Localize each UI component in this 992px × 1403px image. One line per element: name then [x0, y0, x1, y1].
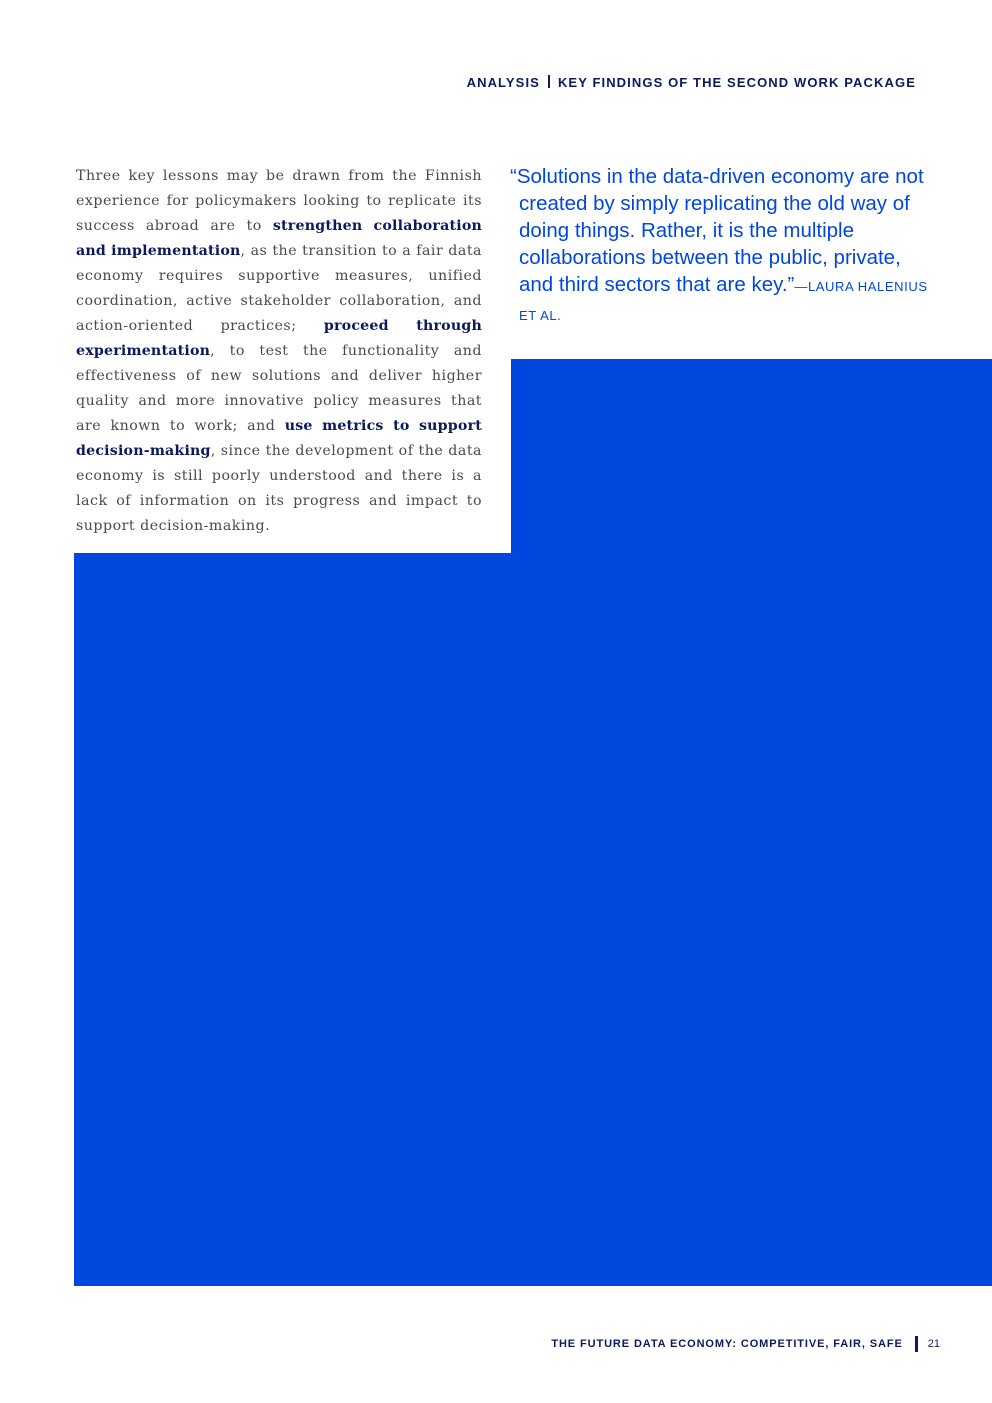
- quote-text: “Solutions in the data-driven economy are not created by simply replicating the old way of doing things. Rather, it is the multiple collaborations between the public, private, and third sectors that are key.”: [510, 165, 924, 296]
- body-text-2: , as the transition to a fair data economy requires supportive measures, unified coordination, active stakeholder collaboration, and action-oriented practices;: [76, 243, 482, 334]
- pull-quote: [510, 163, 939, 329]
- running-header: [467, 75, 916, 90]
- header-section: ANALYSIS: [466, 75, 540, 90]
- body-text-3: , to test the functionality and effectiveness of new solutions and deliver higher quality and more innovative policy measures that are known to work; and: [76, 343, 482, 434]
- header-subsection: KEY FINDINGS OF THE SECOND WORK PACKAGE: [557, 75, 916, 90]
- body-paragraph: [76, 164, 482, 539]
- footer-divider: [915, 1336, 918, 1352]
- lesson-metrics: use metrics to support decision-making: [76, 418, 482, 459]
- quote-attribution: —LAURA HALENIUS ET AL.: [519, 279, 928, 323]
- blue-panel-main: [74, 553, 992, 1286]
- lesson-collaboration: strengthen collaboration and implementation: [76, 218, 482, 259]
- lesson-experimentation: proceed through experimentation: [76, 318, 482, 359]
- running-footer: [551, 1336, 940, 1352]
- body-text-1: Three key lessons may be drawn from the Finnish experience for policymakers looking to replicate its success abroad are to: [76, 168, 482, 234]
- body-text-4: , since the development of the data economy is still poorly understood and there is a lack of information on its progress and impact to support decision-making.: [76, 443, 482, 534]
- footer-title: THE FUTURE DATA ECONOMY: COMPETITIVE, FAIR, SAFE: [551, 1338, 903, 1350]
- blue-panel-top: [511, 359, 992, 553]
- header-divider: [548, 75, 550, 88]
- page-number: 21: [927, 1338, 940, 1350]
